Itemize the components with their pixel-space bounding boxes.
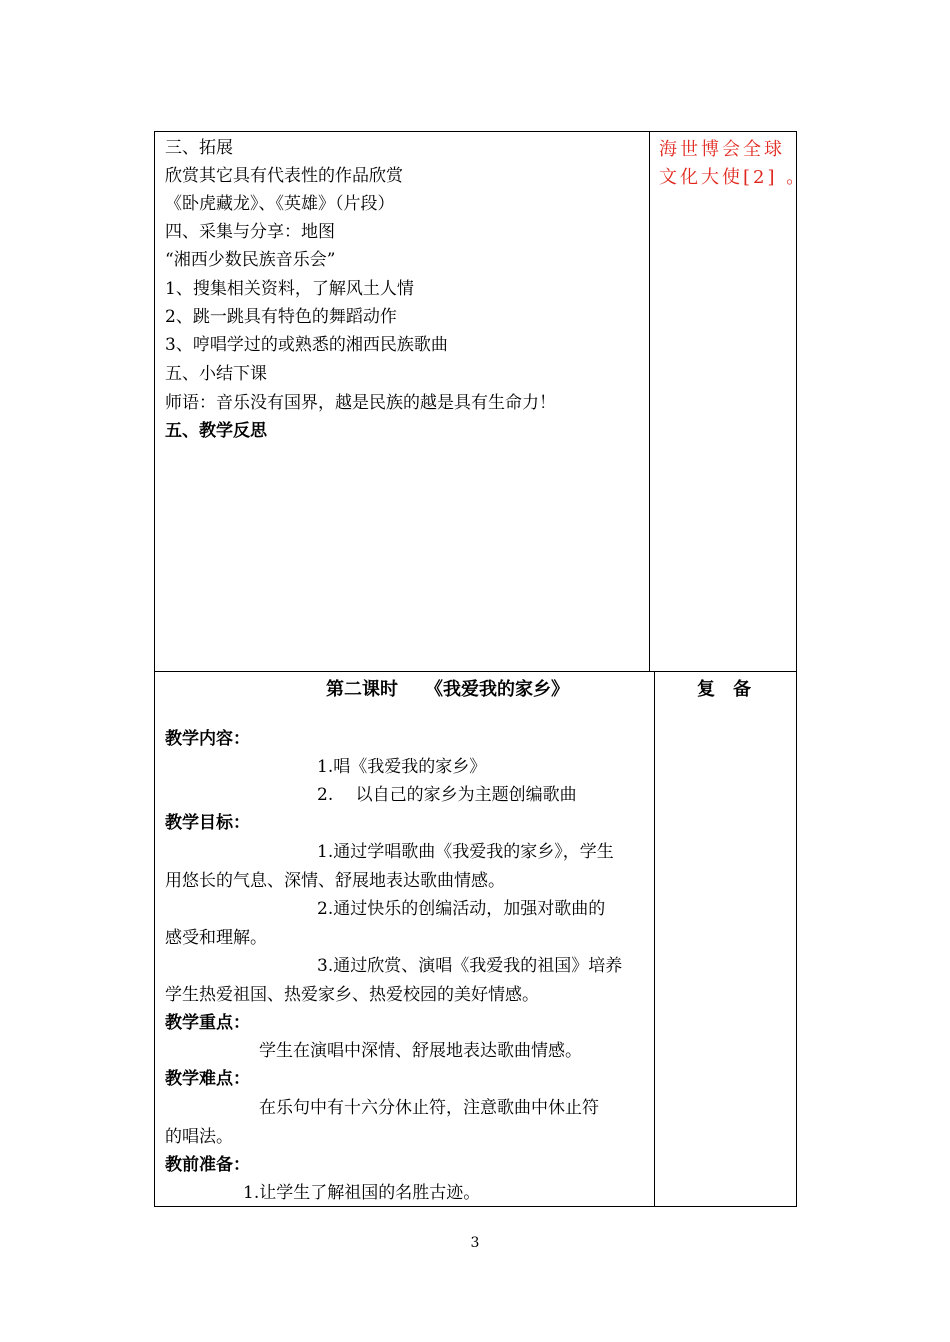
page-number: 3	[470, 1235, 480, 1251]
prep-label: 教前准备：	[165, 1155, 250, 1175]
content-label: 教学内容：	[165, 729, 250, 749]
content-item-2: 2. 以自己的家乡为主题创编歌曲	[317, 785, 577, 805]
top-line-1: 三、拓展	[165, 138, 233, 158]
key-text: 学生在演唱中深情、舒展地表达歌曲情感。	[259, 1041, 582, 1061]
difficulty-a: 在乐句中有十六分休止符，注意歌曲中休止符	[259, 1098, 599, 1118]
top-line-2: 欣赏其它具有代表性的作品欣赏	[165, 166, 403, 186]
top-line-3: 《卧虎藏龙》、《英雄》（片段）	[165, 194, 395, 214]
goal-3b: 学生热爱祖国、热爱家乡、热爱校园的美好情感。	[165, 985, 539, 1005]
top-line-4: 四、采集与分享：地图	[165, 222, 335, 242]
prep-item-1: 1.让学生了解祖国的名胜古迹。	[243, 1183, 481, 1203]
content-item-1: 1.唱《我爱我的家乡》	[317, 757, 487, 777]
side-note-line-2: 文化大使[2] 。	[659, 167, 808, 188]
goal-3a: 3.通过欣赏、演唱《我爱我的祖国》培养	[317, 956, 623, 976]
top-line-7: 2、跳一跳具有特色的舞蹈动作	[165, 307, 397, 327]
goal-2b: 感受和理解。	[165, 928, 267, 948]
goal-1b: 用悠长的气息、深情、舒展地表达歌曲情感。	[165, 871, 505, 891]
top-line-9: 五、小结下课	[165, 364, 267, 384]
top-line-6: 1、搜集相关资料，了解风土人情	[165, 279, 414, 299]
top-line-11: 五、教学反思	[165, 421, 267, 441]
top-table-divider	[649, 131, 650, 672]
side-note-line-1: 海世博会全球	[659, 139, 785, 160]
bottom-table-divider	[654, 671, 655, 1207]
review-heading: 复 备	[697, 679, 751, 700]
lesson-title: 第二课时 《我爱我的家乡》	[326, 679, 569, 700]
difficulty-label: 教学难点：	[165, 1069, 250, 1089]
top-line-5: “湘西少数民族音乐会”	[165, 250, 336, 270]
top-line-8: 3、哼唱学过的或熟悉的湘西民族歌曲	[165, 335, 448, 355]
difficulty-b: 的唱法。	[165, 1127, 233, 1147]
goals-label: 教学目标：	[165, 813, 250, 833]
key-label: 教学重点：	[165, 1013, 250, 1033]
goal-1a: 1.通过学唱歌曲《我爱我的家乡》，学生	[317, 842, 614, 862]
top-line-10: 师语：音乐没有国界，越是民族的越是具有生命力！	[165, 393, 556, 413]
goal-2a: 2.通过快乐的创编活动，加强对歌曲的	[317, 899, 606, 919]
